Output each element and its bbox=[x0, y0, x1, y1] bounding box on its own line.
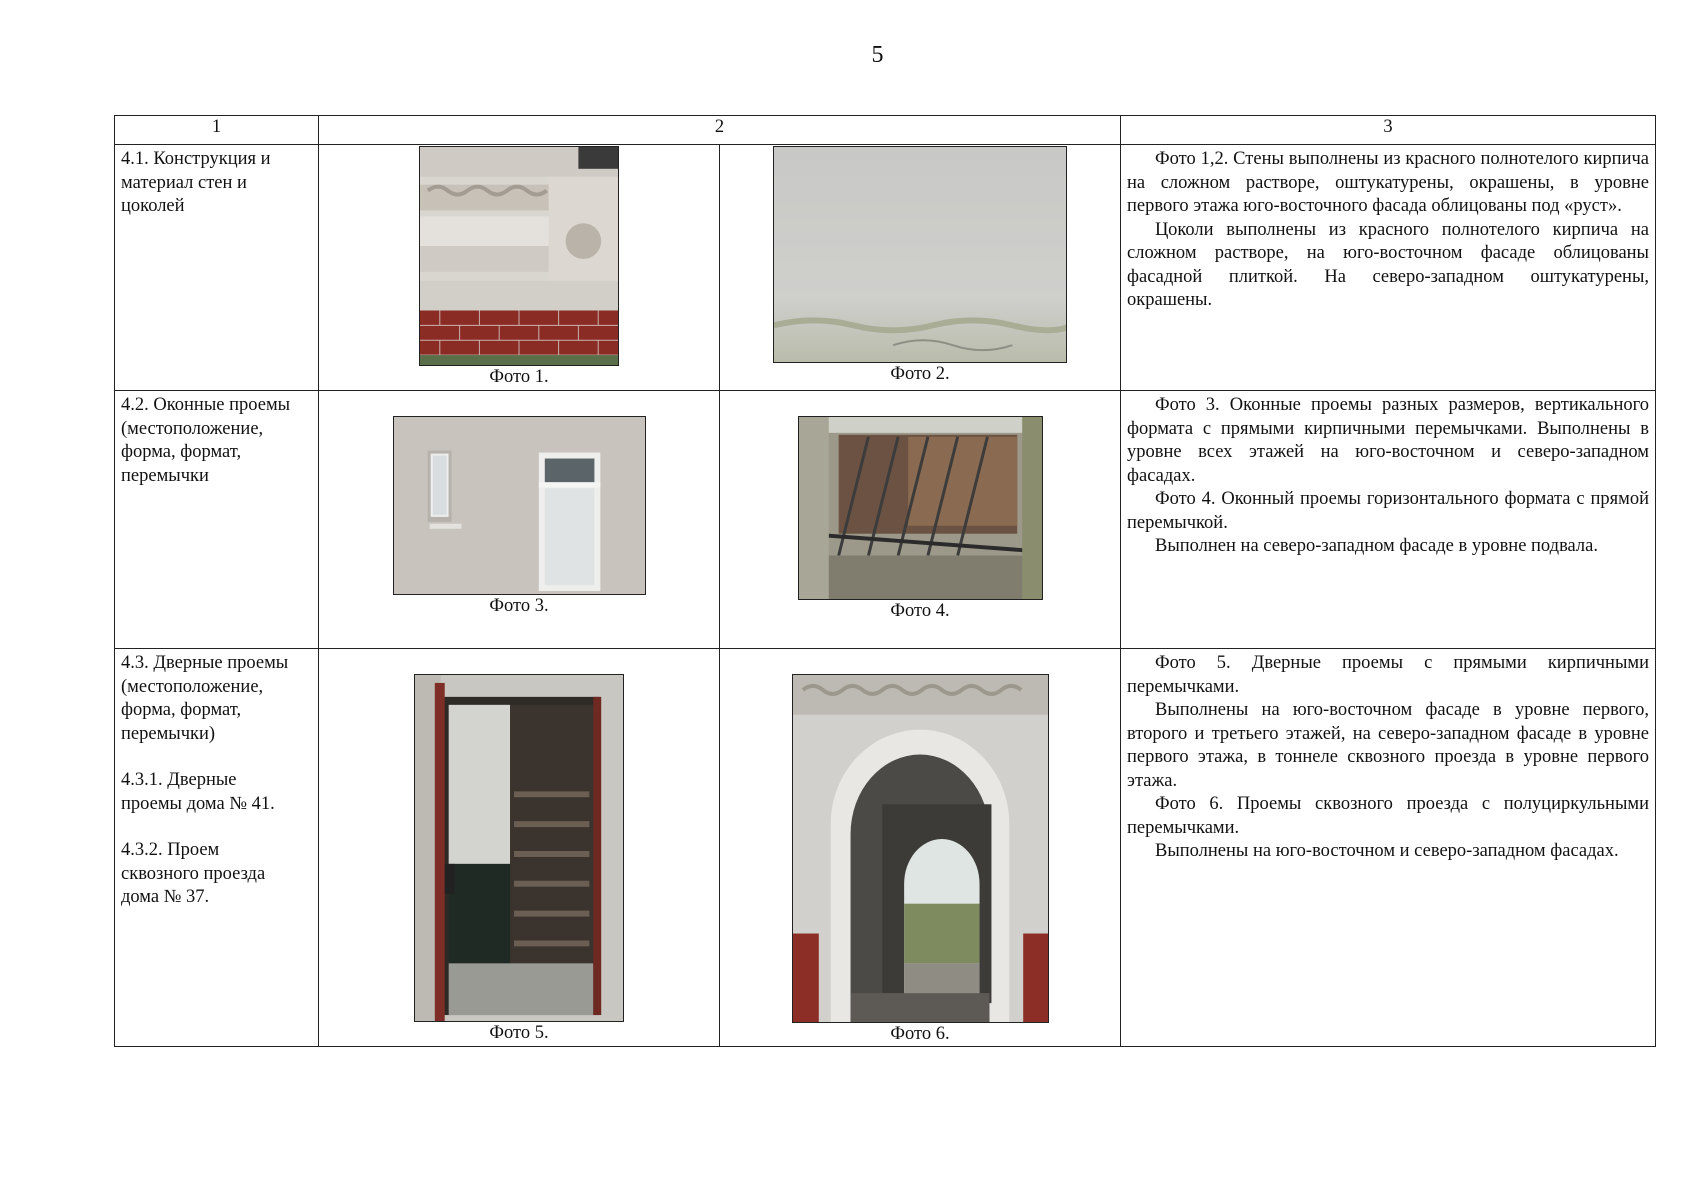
photo-cell bbox=[720, 391, 1121, 649]
page-number: 5 bbox=[871, 42, 884, 68]
photo-2-image bbox=[773, 146, 1067, 363]
table-row bbox=[115, 649, 1656, 1047]
photo-5-image bbox=[414, 674, 624, 1022]
facade-table bbox=[114, 115, 1656, 1047]
row-description: Фото 3. Оконные проемы разных размеров, вертикального формата с прямыми кирпичными перемычками. Выполнены в уровне всех этажей на юго-восточном и северо-западном фасадах. Фото 4. Оконный проемы горизонтального формата с прямой перемычкой. Выполнен на северо-западном фасаде в уровне подвала. bbox=[1121, 391, 1656, 649]
photo-4-image bbox=[798, 416, 1043, 600]
table-header-row bbox=[115, 116, 1656, 145]
header-col-2: 2 bbox=[319, 116, 1121, 145]
photo-1-image bbox=[419, 146, 619, 366]
photo-5-caption: Фото 5. bbox=[489, 1023, 549, 1043]
row-description: Фото 1,2. Стены выполнены из красного полнотелого кирпича на сложном растворе, оштукатурены, окрашены, в уровне первого этажа юго-восточного фасада облицованы под «руст». Цоколи выполнены из красного полнотелого кирпича на сложном растворе, на юго-восточном фасаде облицованы фасадной плиткой. На северо-западном оштукатурены, окрашены. bbox=[1121, 145, 1656, 391]
row-label: 4.2. Оконные проемы (местоположение, форма, формат, перемычки bbox=[115, 391, 319, 649]
photo-cell bbox=[720, 145, 1121, 391]
photo-3-caption: Фото 3. bbox=[489, 596, 549, 616]
table-row bbox=[115, 391, 1656, 649]
photo-cell bbox=[720, 649, 1121, 1047]
row-description: Фото 5. Дверные проемы с прямыми кирпичными перемычками. Выполнены на юго-восточном фасаде в уровне первого, второго и третьего этажей, на северо-западном фасаде в уровне первого этажа, в тоннеле сквозного проезда в уровне первого этажа. Фото 6. Проемы сквозного проезда с полуциркульными перемычками. Выполнены на юго-восточном и северо-западном фасадах. bbox=[1121, 649, 1656, 1047]
table-row bbox=[115, 145, 1656, 391]
photo-3-image bbox=[393, 416, 646, 595]
photo-6-image bbox=[792, 674, 1049, 1023]
header-col-3: 3 bbox=[1121, 116, 1656, 145]
row-label: 4.1. Конструкция и материал стен и цоколей bbox=[115, 145, 319, 391]
photo-1-caption: Фото 1. bbox=[489, 367, 549, 387]
photo-6-caption: Фото 6. bbox=[890, 1024, 950, 1044]
photo-cell bbox=[319, 391, 720, 649]
photo-cell bbox=[319, 145, 720, 391]
photo-2-caption: Фото 2. bbox=[890, 364, 950, 384]
row-label: 4.3. Дверные проемы (местоположение, форма, формат, перемычки) 4.3.1. Дверные проемы дома № 41. 4.3.2. Проем сквозного проезда дома № 37. bbox=[115, 649, 319, 1047]
photo-cell bbox=[319, 649, 720, 1047]
header-col-1: 1 bbox=[115, 116, 319, 145]
photo-4-caption: Фото 4. bbox=[890, 601, 950, 621]
